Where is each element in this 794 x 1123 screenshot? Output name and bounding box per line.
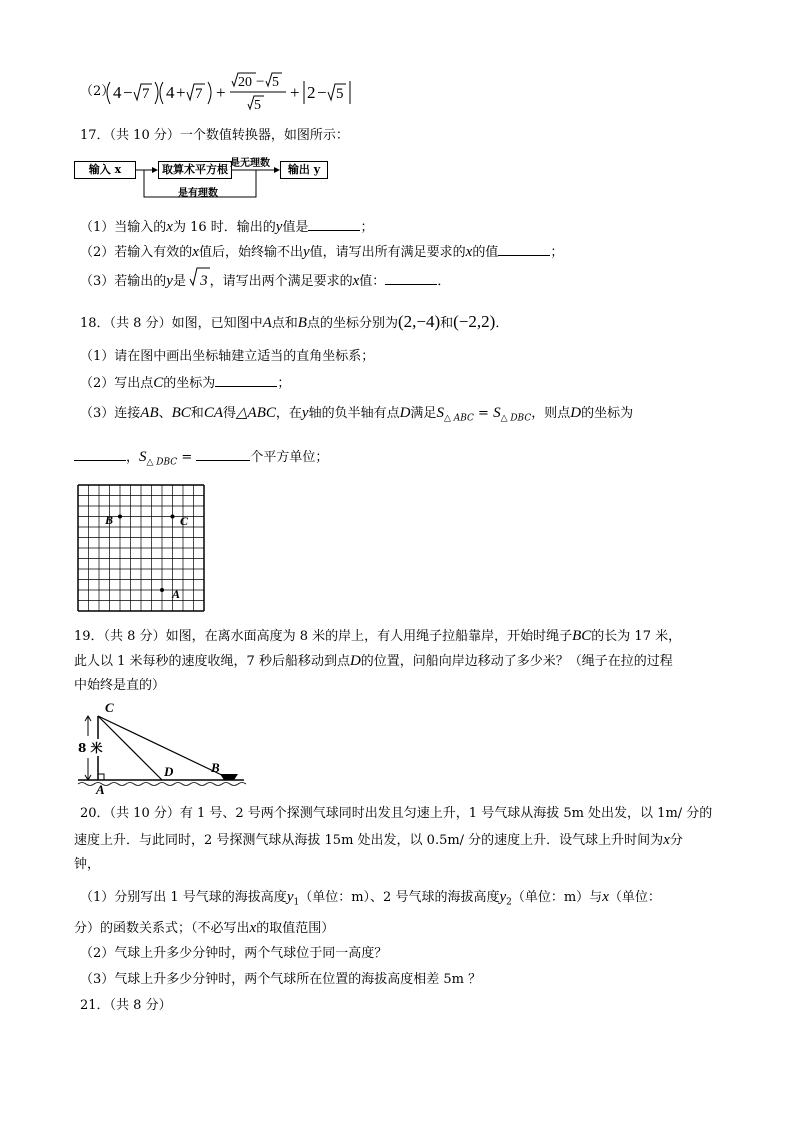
q18-title-b: 点和 xyxy=(271,316,298,331)
q17-p3-a: （3）若输出的 xyxy=(80,274,167,289)
q20-line1: 20．（共 10 分）有 1 号、2 号两个探测气球同时出发且匀速上升，1 号气球从海拔 5m 处出发，以 1m/ 分的 xyxy=(80,806,713,821)
q18-title-a: 18．（共 8 分）如图，已知图中 xyxy=(80,316,263,331)
q17-p2-d: 的值 xyxy=(472,245,499,260)
q19-label-B: B xyxy=(211,760,220,775)
q18-p3-c: ，在 xyxy=(275,406,302,421)
q16-formula-svg xyxy=(80,72,380,112)
q16-r5-num: 5 xyxy=(272,75,279,90)
q16-r5-den: 5 xyxy=(254,98,261,113)
q18-line2-S: S xyxy=(139,449,147,465)
q17-p2-c: 值，请写出所有满足要求的 xyxy=(309,245,466,260)
q17-p3-b: 是 xyxy=(172,274,186,289)
flow-irrational-label: 是无理数 xyxy=(230,158,270,169)
q20-y2: y xyxy=(499,889,507,905)
q18-and: 和 xyxy=(440,316,454,331)
q16-r7-b: 7 xyxy=(195,86,203,102)
q20-p1-l2-a: 分）的函数关系式；（不必写出 xyxy=(74,921,250,936)
q20-part1 xyxy=(80,889,661,911)
q19-diagram xyxy=(78,698,248,794)
q18-p3-e: 满足 xyxy=(410,406,437,421)
q17-p3-y: y xyxy=(166,273,173,289)
q17-p2-x: x xyxy=(192,244,199,260)
q18-part2 xyxy=(80,374,290,392)
q19-label-A: A xyxy=(96,782,105,797)
q17-flowchart xyxy=(74,157,334,205)
q17-p2-blank[interactable] xyxy=(498,243,550,256)
q16-r7-a: 7 xyxy=(142,86,150,102)
q17-p1-c: 值是 xyxy=(282,220,309,235)
q18-part3 xyxy=(80,405,633,427)
q19-l1: 19．（共 8 分）如图，在离水面高度为 8 米的岸上，有人用绳子拉船靠岸，开始时绳子 xyxy=(74,629,573,644)
q18-sep1: 、 xyxy=(158,406,172,421)
q16-four-b: 4 xyxy=(166,83,175,102)
q16-label: （2） xyxy=(80,84,115,99)
flow-output-box: 输出 y xyxy=(280,161,328,179)
q17-p1-end: ； xyxy=(360,220,374,235)
q17-p3-end: ． xyxy=(437,274,451,289)
q20-l2: 速度上升．与此同时，2 号探测气球从海拔 15m 处出发，以 0.5m/ 分的速度上升．设气球上升时间为 xyxy=(74,833,664,848)
q18-p3-d: 轴的负半轴有点 xyxy=(308,406,400,421)
q19-label-D: D xyxy=(164,764,174,779)
q18-p3-a: （3）连接 xyxy=(80,406,141,421)
q20-part2: （2）气球上升多少分钟时，两个气球位于同一高度？ xyxy=(80,946,388,961)
q18-grid xyxy=(76,483,206,613)
q17-part3 xyxy=(80,272,450,290)
q17-p1-y: y xyxy=(275,219,283,235)
q16-minus-abs: − xyxy=(317,83,327,102)
q18-title xyxy=(80,314,508,332)
q18-sub2: △ DBC xyxy=(500,413,532,424)
q16-minus-frac: − xyxy=(256,74,265,90)
q16-formula xyxy=(80,72,380,112)
q16-plus-b: + xyxy=(176,83,186,102)
q18-title-c: 点的坐标分别为 xyxy=(306,316,398,331)
q17-p1-a: （1）当输入的 xyxy=(80,220,167,235)
q17-part1 xyxy=(80,218,373,236)
flow-rational-label: 是有理数 xyxy=(178,188,218,199)
q20-line2 xyxy=(74,832,683,849)
q16-two: 2 xyxy=(307,83,316,102)
q18-coord-A: (2,−4) xyxy=(397,312,441,331)
q20-p1-l2-b: 的取值范围） xyxy=(256,921,335,936)
q20-p1-b: （单位：m）、2 号气球的海拔高度 xyxy=(299,890,500,905)
q18-S1: S xyxy=(436,405,444,421)
q18-p2-blank[interactable] xyxy=(215,374,277,387)
q17-p3-c: ，请写出两个满足要求的 xyxy=(209,274,353,289)
q18-D2: D xyxy=(570,405,582,421)
q20-part1-line2 xyxy=(74,920,334,937)
grid-point-A xyxy=(160,588,164,592)
q18-B: B xyxy=(297,315,307,331)
q16-plus-2: + xyxy=(290,83,300,102)
q18-line2-b: 个平方单位； xyxy=(250,450,329,465)
q18-BC: BC xyxy=(171,405,191,421)
flow-input-box: 输入 x xyxy=(74,161,136,179)
q18-p2-a: （2）写出点 xyxy=(80,376,154,391)
q19-l1-b: 的长为 17 米， xyxy=(591,629,682,644)
q18-p3-b: 得 xyxy=(222,406,236,421)
q20-l2-b: 分 xyxy=(669,833,683,848)
q17-p1-blank[interactable] xyxy=(308,218,360,231)
q18-S2: S xyxy=(493,405,501,421)
q17-p3-r: 3 xyxy=(200,273,208,289)
q17-p3-blank[interactable] xyxy=(385,272,437,285)
q16-plus-1: + xyxy=(216,83,226,102)
q19-BC: BC xyxy=(572,628,592,644)
q16-r5-abs: 5 xyxy=(336,86,344,102)
q18-eq: = xyxy=(473,406,494,421)
grid-point-C xyxy=(171,515,175,519)
q17-p1-x: x xyxy=(166,219,173,235)
q19-label-C: C xyxy=(105,700,114,715)
q18-D: D xyxy=(399,405,411,421)
grid-point-B xyxy=(118,515,122,519)
q16-four-a: 4 xyxy=(113,83,122,102)
q17-p1-b: 为 16 时．输出的 xyxy=(172,220,276,235)
q20-p1-l2-x: x xyxy=(249,920,257,936)
q17-p2-x2: x xyxy=(465,244,473,260)
q19-line1 xyxy=(74,628,681,645)
q18-area-blank[interactable] xyxy=(196,448,250,461)
q18-p2-b: 的坐标为 xyxy=(163,376,216,391)
q17-title: 17．（共 10 分）一个数值转换器，如图所示： xyxy=(80,128,349,143)
q20-x: x xyxy=(663,832,670,848)
q18-line2-eq: = xyxy=(177,450,197,465)
q18-A: A xyxy=(262,315,272,331)
q20-p1-x: x xyxy=(602,889,609,905)
q19-label-height: 8 米 xyxy=(78,741,103,755)
q19-line3: 中始终是直的） xyxy=(74,678,166,693)
q18-title-end: ． xyxy=(495,316,509,331)
q17-p2-y: y xyxy=(302,244,310,260)
flow-arrows xyxy=(74,157,334,205)
q20-sub2: 2 xyxy=(506,897,512,908)
q17-part2 xyxy=(80,243,563,261)
q18-grid-figure xyxy=(76,483,206,613)
q18-line2-sub: △ DBC xyxy=(146,457,178,468)
q20-line3: 钟， xyxy=(74,857,101,872)
q19-line2 xyxy=(74,653,673,670)
grid-label-B: B xyxy=(105,513,114,527)
q17-p2-b: 值后，始终输不出 xyxy=(198,245,303,260)
q20-part3: （3）气球上升多少分钟时，两个气球所在位置的海拔高度相差 5m ？ xyxy=(80,972,482,987)
q18-AB: AB xyxy=(140,405,159,421)
q20-p1-c: （单位：m）与 xyxy=(511,890,603,905)
q17-p2-end: ； xyxy=(550,245,564,260)
q18-part3-line2 xyxy=(74,448,328,471)
q17-p2-a: （2）若输入有效的 xyxy=(80,245,193,260)
q20-p1-a: （1）分别写出 1 号气球的海拔高度 xyxy=(80,890,287,905)
q19-l2-a: 此人以 1 米每秒的速度收绳，7 秒后船移动到点 xyxy=(74,654,350,669)
q18-sub1: △ ABC xyxy=(443,413,474,424)
q18-line2-a: ， xyxy=(126,450,140,465)
q17-p3-d: 值： xyxy=(359,274,386,289)
q18-p3-g: 的坐标为 xyxy=(581,406,634,421)
q18-y: y xyxy=(301,405,309,421)
q18-p3-and: 和 xyxy=(190,406,204,421)
q18-triangle: △ABC xyxy=(236,405,276,421)
q20-p1-d: （单位： xyxy=(608,890,661,905)
q18-coord-B: (−2,2) xyxy=(453,312,496,331)
q17-p3-x: x xyxy=(352,273,360,289)
q16-r20: 20 xyxy=(238,75,252,90)
q21-title: 21．（共 8 分） xyxy=(80,998,172,1013)
q18-p2-C: C xyxy=(153,375,164,391)
q16-minus-a: − xyxy=(123,83,133,102)
q19-D: D xyxy=(349,653,361,669)
q19-l2-b: 的位置，问船向岸边移动了多少米？（绳子在拉的过程 xyxy=(360,654,673,669)
flow-process-box: 取算术平方根 xyxy=(158,161,232,179)
q19-figure xyxy=(78,698,248,797)
q18-p2-end: ； xyxy=(277,376,291,391)
grid-label-A: A xyxy=(172,587,181,601)
q20-y1: y xyxy=(286,889,294,905)
q17-p3-sqrt xyxy=(190,273,208,290)
q20-sub1: 1 xyxy=(293,897,300,908)
q18-CA: CA xyxy=(203,405,223,421)
q18-part1: （1）请在图中画出坐标轴建立适当的直角坐标系； xyxy=(80,349,375,364)
grid-label-C: C xyxy=(180,514,189,528)
q18-p3-f: ，则点 xyxy=(531,406,571,421)
q18-D-coord-blank[interactable] xyxy=(74,448,126,461)
